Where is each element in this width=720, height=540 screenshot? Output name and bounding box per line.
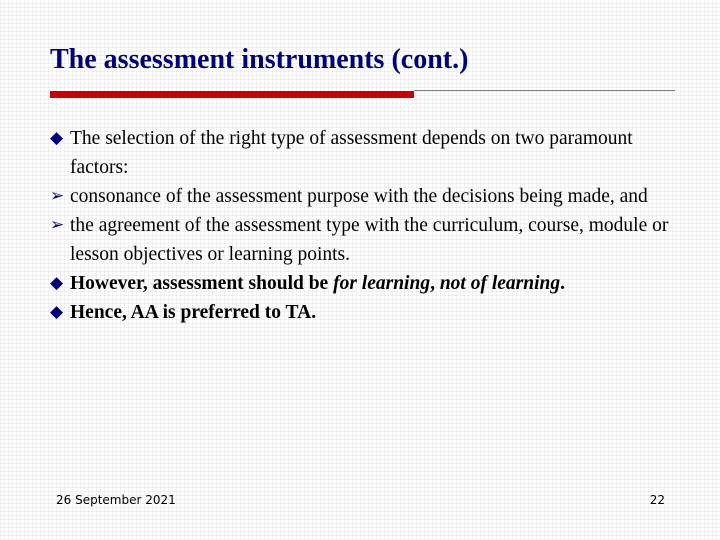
arrow-bullet-icon: ➢ (50, 186, 65, 206)
bullet-emphasis: for learning (333, 273, 431, 294)
bullet-selection (50, 124, 675, 182)
bullet-consonance (50, 182, 675, 211)
bullet-text-part: , (430, 273, 440, 294)
bullet-text-part: However, assessment should be (70, 273, 334, 294)
bullet-text-part: . (560, 273, 565, 294)
bullet-text: The selection of the right type of assessment depends on two paramount factors: (70, 128, 633, 178)
bullet-text: the agreement of the assessment type with the curriculum, course, module or lesson objectives or learning points. (70, 215, 669, 265)
title-thin-rule (414, 90, 675, 91)
slide-body (50, 124, 675, 327)
diamond-bullet-icon: ◆ (50, 273, 64, 293)
bullet-hence (50, 298, 675, 327)
bullet-text: Hence, AA is preferred to TA. (70, 302, 317, 323)
bullet-emphasis: not of learning (439, 273, 561, 294)
bullet-agreement (50, 211, 675, 269)
bullet-however (50, 269, 675, 298)
footer-date: 26 September 2021 (56, 493, 176, 507)
arrow-bullet-icon: ➢ (50, 215, 65, 235)
diamond-bullet-icon: ◆ (50, 302, 64, 322)
slide-title: The assessment instruments (cont.) (50, 44, 469, 75)
page-number: 22 (649, 493, 665, 507)
title-accent-rule (50, 91, 414, 98)
diamond-bullet-icon: ◆ (50, 128, 64, 148)
bullet-text: consonance of the assessment purpose with the decisions being made, and (70, 186, 648, 207)
